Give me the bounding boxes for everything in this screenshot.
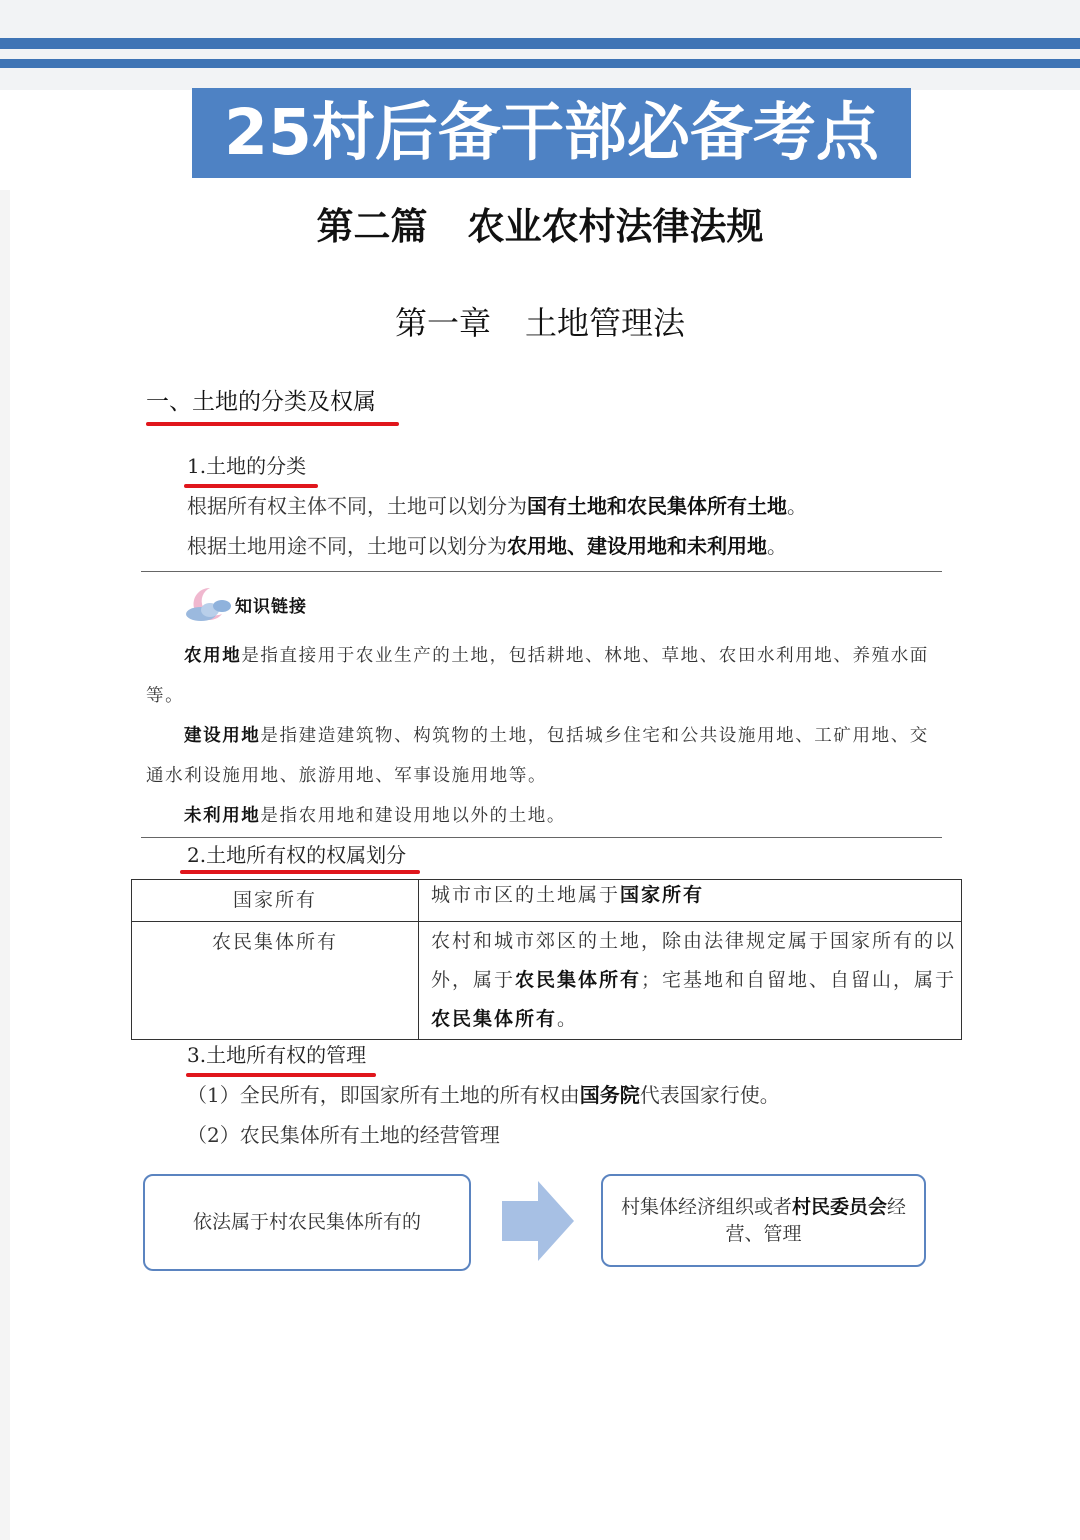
table-value-cell: 农村和城市郊区的土地，除由法律规定属于国家所有的以外，属于农民集体所有；宅基地和自留地、自留山，属于农民集体所有。 bbox=[419, 922, 962, 1040]
part-number: 第二篇 bbox=[316, 205, 428, 248]
subheading-underline bbox=[186, 1073, 376, 1077]
flow-box-collective-land: 依法属于村农民集体所有的 bbox=[143, 1174, 471, 1271]
part-name: 农业农村法律法规 bbox=[467, 205, 764, 248]
divider bbox=[141, 837, 942, 838]
chapter-name: 土地管理法 bbox=[525, 304, 686, 342]
chapter-title bbox=[0, 300, 1080, 346]
knowledge-item-unused-land: 未利用地是指农用地和建设用地以外的土地。 bbox=[184, 806, 567, 826]
knowledge-item-farmland: 农用地是指直接用于农业生产的土地，包括耕地、林地、草地、农田水利用地、养殖水面等。 bbox=[146, 646, 929, 706]
subheading-ownership-division: 2.土地所有权的权属划分 bbox=[187, 843, 407, 867]
header-stripe bbox=[0, 38, 1080, 49]
table-row bbox=[132, 880, 962, 922]
cloud-moon-icon bbox=[184, 585, 234, 625]
document-banner-title: 25村后备干部必备考点 bbox=[192, 88, 911, 178]
flow-box-managing-organization: 村集体经济组织或者村民委员会经营、管理 bbox=[601, 1174, 926, 1267]
part-title bbox=[0, 200, 1080, 254]
table-row bbox=[132, 922, 962, 1040]
knowledge-item-construction-land: 建设用地是指建造建筑物、构筑物的土地，包括城乡住宅和公共设施用地、工矿用地、交通水利设施用地、旅游用地、军事设施用地等。 bbox=[146, 726, 929, 786]
knowledge-link-label: 知识链接 bbox=[235, 597, 307, 617]
subheading-ownership-management: 3.土地所有权的管理 bbox=[187, 1043, 367, 1067]
ownership-table bbox=[131, 879, 962, 1040]
chapter-number: 第一章 bbox=[394, 304, 491, 342]
page-edge-shade bbox=[0, 190, 10, 1540]
paragraph-ownership-classification: 根据所有权主体不同，土地可以划分为国有土地和农民集体所有土地。 bbox=[187, 494, 807, 518]
table-value-cell: 城市市区的土地属于国家所有 bbox=[419, 880, 962, 922]
section-heading-underline bbox=[146, 422, 399, 426]
subheading-land-classification: 1.土地的分类 bbox=[187, 454, 307, 478]
paragraph-usage-classification: 根据土地用途不同，土地可以划分为农用地、建设用地和未利用地。 bbox=[187, 534, 787, 558]
table-key-cell: 国家所有 bbox=[132, 880, 419, 922]
paragraph-state-ownership: （1）全民所有，即国家所有土地的所有权由国务院代表国家行使。 bbox=[187, 1083, 780, 1107]
section-heading: 一、土地的分类及权属 bbox=[146, 389, 376, 415]
subheading-underline bbox=[180, 870, 420, 874]
paragraph-collective-management: （2）农民集体所有土地的经营管理 bbox=[187, 1123, 500, 1147]
right-arrow-icon bbox=[502, 1181, 574, 1261]
header-stripe-thin bbox=[0, 59, 1080, 68]
subheading-underline bbox=[184, 484, 318, 488]
divider bbox=[141, 571, 942, 572]
table-key-cell: 农民集体所有 bbox=[132, 922, 419, 1040]
